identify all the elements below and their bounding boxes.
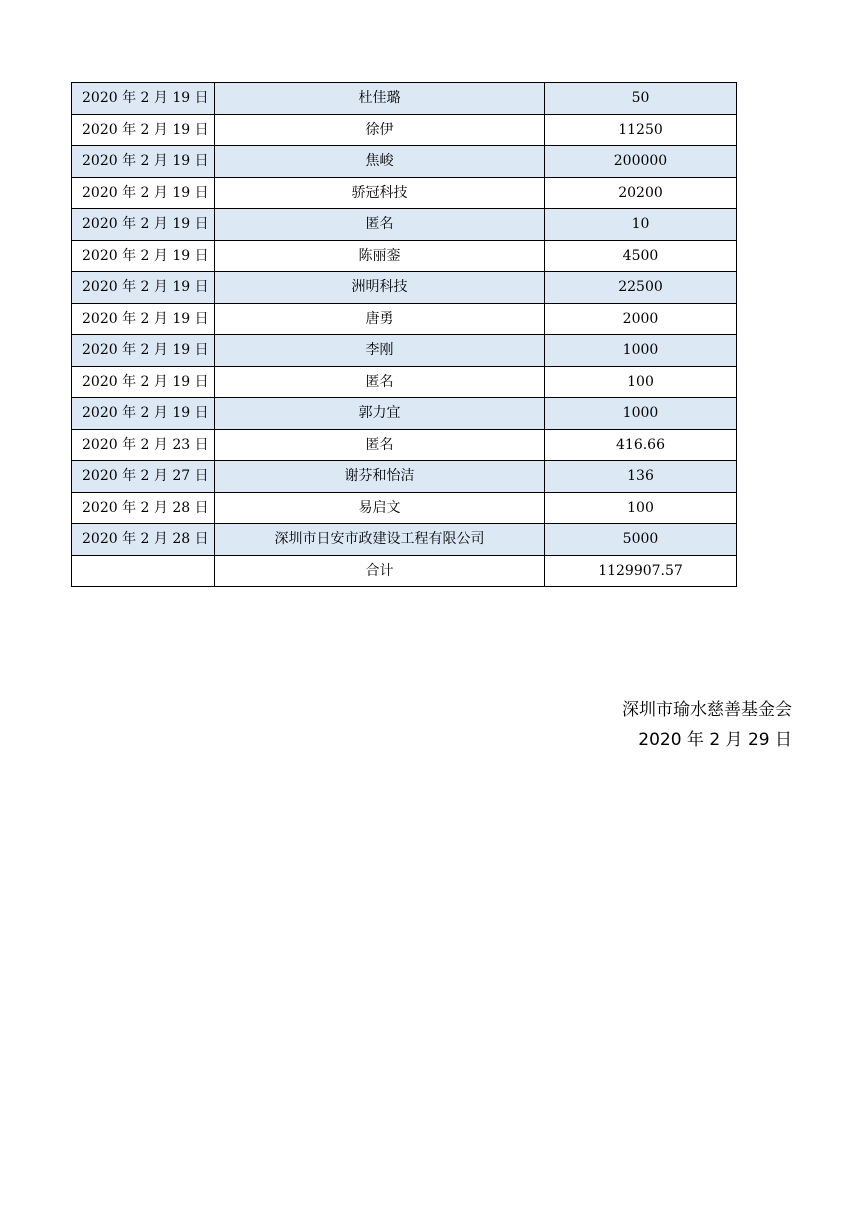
donor-cell: 匿名 <box>215 209 545 241</box>
donor-cell: 徐伊 <box>215 114 545 146</box>
amount-cell: 11250 <box>545 114 737 146</box>
amount-cell: 1000 <box>545 398 737 430</box>
date-cell: 2020 年 2 月 19 日 <box>72 114 215 146</box>
table-row <box>72 461 737 493</box>
total-label-cell: 合计 <box>215 555 545 587</box>
donor-cell: 谢芬和怡洁 <box>215 461 545 493</box>
date-cell: 2020 年 2 月 19 日 <box>72 272 215 304</box>
donor-cell: 郭力宜 <box>215 398 545 430</box>
table-row <box>72 398 737 430</box>
table-row <box>72 524 737 556</box>
amount-cell: 100 <box>545 492 737 524</box>
amount-cell: 50 <box>545 83 737 115</box>
date-cell: 2020 年 2 月 28 日 <box>72 524 215 556</box>
date-cell: 2020 年 2 月 23 日 <box>72 429 215 461</box>
total-amount-cell: 1129907.57 <box>545 555 737 587</box>
donor-cell: 洲明科技 <box>215 272 545 304</box>
donation-table-body <box>72 83 737 587</box>
amount-cell: 1000 <box>545 335 737 367</box>
amount-cell: 2000 <box>545 303 737 335</box>
amount-cell: 22500 <box>545 272 737 304</box>
amount-cell: 416.66 <box>545 429 737 461</box>
signature-organization: 深圳市瑜水慈善基金会 <box>622 700 792 720</box>
date-cell: 2020 年 2 月 19 日 <box>72 398 215 430</box>
signature-date: 2020 年 2 月 29 日 <box>638 730 792 750</box>
table-row <box>72 492 737 524</box>
table-row <box>72 429 737 461</box>
date-cell: 2020 年 2 月 19 日 <box>72 335 215 367</box>
donor-cell: 唐勇 <box>215 303 545 335</box>
date-cell: 2020 年 2 月 19 日 <box>72 366 215 398</box>
amount-cell: 200000 <box>545 146 737 178</box>
date-cell: 2020 年 2 月 19 日 <box>72 303 215 335</box>
donor-cell: 匿名 <box>215 366 545 398</box>
amount-cell: 5000 <box>545 524 737 556</box>
date-cell: 2020 年 2 月 19 日 <box>72 177 215 209</box>
total-date-cell <box>72 555 215 587</box>
amount-cell: 10 <box>545 209 737 241</box>
table-row <box>72 366 737 398</box>
date-cell: 2020 年 2 月 19 日 <box>72 146 215 178</box>
date-cell: 2020 年 2 月 27 日 <box>72 461 215 493</box>
donor-cell: 杜佳璐 <box>215 83 545 115</box>
amount-cell: 20200 <box>545 177 737 209</box>
donor-cell: 易启文 <box>215 492 545 524</box>
donor-cell: 深圳市日安市政建设工程有限公司 <box>215 524 545 556</box>
date-cell: 2020 年 2 月 19 日 <box>72 209 215 241</box>
table-row <box>72 303 737 335</box>
amount-cell: 100 <box>545 366 737 398</box>
donor-cell: 骄冠科技 <box>215 177 545 209</box>
amount-cell: 136 <box>545 461 737 493</box>
table-row <box>72 146 737 178</box>
donor-cell: 李刚 <box>215 335 545 367</box>
date-cell: 2020 年 2 月 19 日 <box>72 83 215 115</box>
amount-cell: 4500 <box>545 240 737 272</box>
donor-cell: 匿名 <box>215 429 545 461</box>
table-row <box>72 83 737 115</box>
table-row <box>72 240 737 272</box>
table-row <box>72 209 737 241</box>
total-row <box>72 555 737 587</box>
table-row <box>72 114 737 146</box>
donor-cell: 陈丽銮 <box>215 240 545 272</box>
signature-block <box>622 695 792 755</box>
donor-cell: 焦峻 <box>215 146 545 178</box>
donation-table <box>71 82 737 587</box>
date-cell: 2020 年 2 月 19 日 <box>72 240 215 272</box>
table-row <box>72 335 737 367</box>
date-cell: 2020 年 2 月 28 日 <box>72 492 215 524</box>
table-row <box>72 177 737 209</box>
table-row <box>72 272 737 304</box>
